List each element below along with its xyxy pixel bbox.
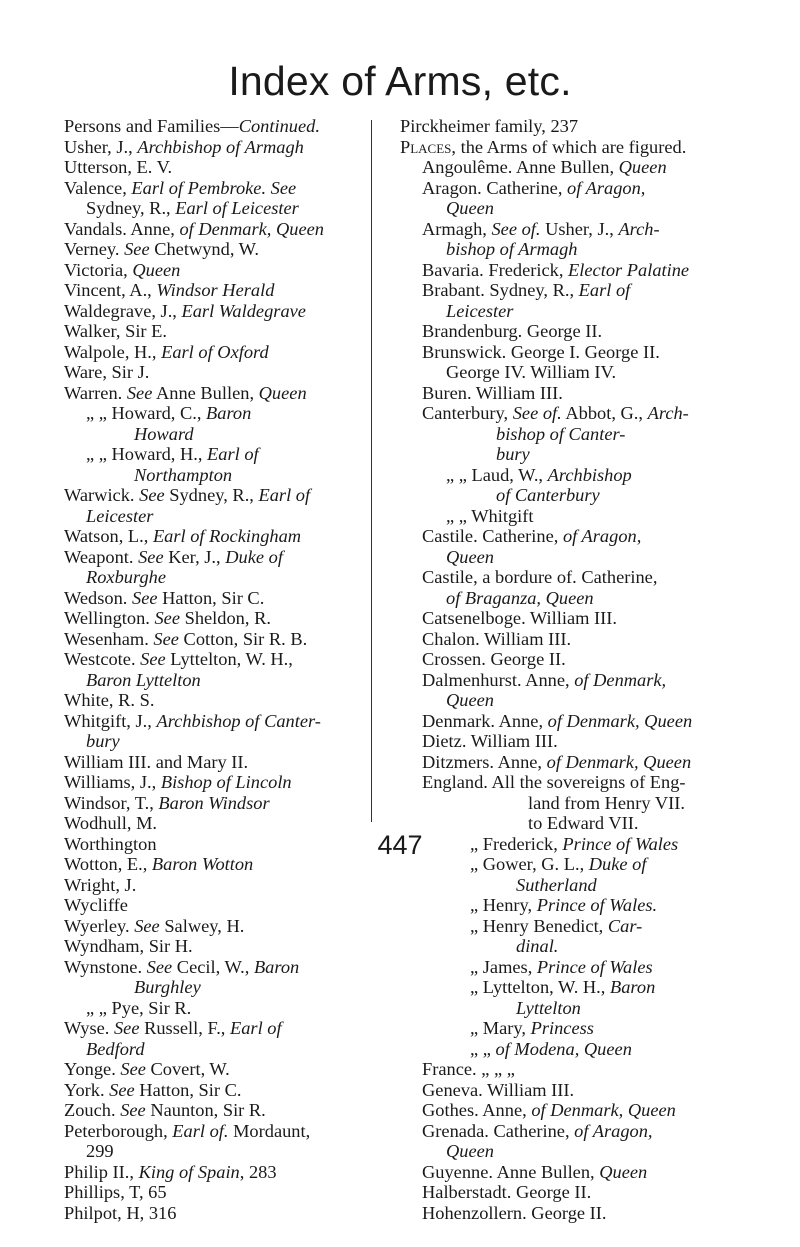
index-entry: Wodhull, M.	[64, 813, 158, 833]
index-entry: Vandals. Anne, of Denmark, Queen	[64, 218, 324, 239]
index-subentry: „ „ Laud, W., Archbishop	[446, 464, 632, 485]
index-entry-continuation: Queen	[446, 1141, 494, 1161]
index-subentry: „ „ Howard, C., Baron	[86, 403, 252, 423]
index-entry: Brandenburg. George II.	[422, 321, 603, 341]
index-entry: Geneva. William III.	[422, 1079, 575, 1100]
index-entry-continuation: Northampton	[134, 464, 233, 485]
index-entry: Castile, a bordure of. Catherine,	[422, 567, 658, 587]
index-subentry: „ Henry, Prince of Wales.	[470, 895, 658, 915]
index-entry: Waldegrave, J., Earl Waldegrave	[64, 300, 306, 321]
index-entry: Wyerley. See Salwey, H.	[64, 915, 245, 936]
index-subentry: „ „ Howard, H., Earl of	[86, 444, 259, 464]
index-subentry: „ Frederick, Prince of Wales	[470, 833, 679, 854]
index-entry: York. See Hatton, Sir C.	[64, 1079, 242, 1100]
index-entry-continuation: Sutherland	[516, 874, 597, 895]
index-column-left	[64, 116, 364, 1223]
index-entry-continuation: dinal.	[516, 936, 559, 956]
index-entry: Halberstadt. George II.	[422, 1182, 592, 1202]
index-entry: Yonge. See Covert, W.	[64, 1059, 230, 1079]
index-entry-continuation: bishop of Armagh	[446, 239, 578, 259]
index-entry-continuation: bury	[86, 731, 120, 751]
index-entry: France. „ „ „	[422, 1059, 515, 1079]
index-entry: Peterborough, Earl of. Mordaunt,	[64, 1120, 311, 1141]
index-entry-continuation: Leicester	[446, 300, 514, 321]
index-entry: Ware, Sir J.	[64, 362, 150, 382]
index-entry: Warren. See Anne Bullen, Queen	[64, 382, 307, 403]
column-divider	[371, 120, 372, 822]
index-entry: Worthington	[64, 833, 157, 854]
index-subentry: „ Lyttelton, W. H., Baron	[470, 977, 656, 997]
index-entry: Angoulême. Anne Bullen, Queen	[422, 157, 667, 177]
index-entry: Walpole, H., Earl of Oxford	[64, 341, 269, 362]
index-subentry: „ „ Pye, Sir R.	[86, 997, 192, 1018]
index-entry-continuation: Roxburghe	[86, 567, 167, 587]
index-entry: Pirckheimer family, 237	[400, 116, 579, 136]
index-entry-continuation: bury	[496, 444, 530, 464]
index-entry-continuation: Burghley	[134, 977, 201, 997]
index-entry: Whitgift, J., Archbishop of Canter-	[64, 710, 321, 731]
index-entry: Phillips, T, 65	[64, 1182, 167, 1202]
index-entry: Weapont. See Ker, J., Duke of	[64, 546, 283, 567]
index-entry: Buren. William III.	[422, 382, 563, 403]
index-entry: Wellington. See Sheldon, R.	[64, 608, 271, 628]
index-column-right	[400, 116, 736, 1223]
index-heading: Persons and Families—Continued.	[64, 116, 320, 136]
index-subentry: „ Gower, G. L., Duke of	[470, 854, 647, 874]
index-entry: Wyse. See Russell, F., Earl of	[64, 1018, 282, 1038]
index-entry-continuation: Leicester	[86, 505, 154, 526]
index-entry: Castile. Catherine, of Aragon,	[422, 526, 642, 546]
index-entry-continuation: to Edward VII.	[528, 813, 639, 833]
index-entry: White, R. S.	[64, 690, 155, 710]
index-entry-continuation: George IV. William IV.	[446, 362, 617, 382]
index-entry: Armagh, See of. Usher, J., Arch-	[422, 218, 660, 239]
index-entry: Philpot, H, 316	[64, 1202, 177, 1223]
index-heading: Places, the Arms of which are figured.	[400, 136, 687, 157]
index-entry: Canterbury, See of. Abbot, G., Arch-	[422, 403, 689, 423]
index-entry: Crossen. George II.	[422, 649, 566, 669]
index-entry: Aragon. Catherine, of Aragon,	[422, 177, 646, 198]
index-entry: Vincent, A., Windsor Herald	[64, 280, 275, 300]
index-entry-continuation: Howard	[134, 423, 194, 444]
index-entry: Utterson, E. V.	[64, 157, 173, 177]
index-entry: Wesenham. See Cotton, Sir R. B.	[64, 628, 308, 649]
index-entry: Gothes. Anne, of Denmark, Queen	[422, 1100, 676, 1120]
index-entry: Bavaria. Frederick, Elector Palatine	[422, 259, 690, 280]
index-entry: Wright, J.	[64, 874, 137, 895]
index-entry: Hohenzollern. George II.	[422, 1202, 607, 1223]
index-entry-continuation: Baron Lyttelton	[86, 669, 201, 690]
index-entry: Windsor, T., Baron Windsor	[64, 792, 270, 813]
index-entry: Grenada. Catherine, of Aragon,	[422, 1120, 653, 1141]
index-entry: Usher, J., Archbishop of Armagh	[64, 136, 304, 157]
index-subentry: „ Mary, Princess	[470, 1018, 594, 1038]
index-entry: Wotton, E., Baron Wotton	[64, 854, 254, 874]
index-subentry: „ Henry Benedict, Car-	[470, 915, 643, 936]
index-entry: Victoria, Queen	[64, 259, 181, 280]
index-entry: Wedson. See Hatton, Sir C.	[64, 587, 265, 608]
index-entry-continuation: Lyttelton	[516, 997, 581, 1018]
index-entry: Wycliffe	[64, 895, 128, 915]
index-entry: Brunswick. George I. George II.	[422, 341, 660, 362]
index-subentry: „ James, Prince of Wales	[470, 956, 653, 977]
index-entry-continuation: bishop of Canter-	[496, 423, 626, 444]
index-entry: Wyndham, Sir H.	[64, 936, 193, 956]
index-entry-continuation: Sydney, R., Earl of Leicester	[86, 198, 299, 218]
index-entry: Chalon. William III.	[422, 628, 572, 649]
index-entry: Philip II., King of Spain, 283	[64, 1161, 277, 1182]
index-entry: Brabant. Sydney, R., Earl of	[422, 280, 631, 300]
index-entry: Williams, J., Bishop of Lincoln	[64, 772, 292, 792]
index-entry: Wynstone. See Cecil, W., Baron	[64, 956, 300, 977]
index-entry: Watson, L., Earl of Rockingham	[64, 526, 302, 546]
index-entry: Warwick. See Sydney, R., Earl of	[64, 485, 311, 505]
index-entry-continuation: of Canterbury	[496, 485, 600, 505]
index-entry-continuation: land from Henry VII.	[528, 792, 685, 813]
index-entry: Guyenne. Anne Bullen, Queen	[422, 1161, 648, 1182]
index-entry: Dietz. William III.	[422, 731, 558, 751]
index-entry-continuation: Queen	[446, 546, 494, 567]
index-entry: Ditzmers. Anne, of Denmark, Queen	[422, 751, 692, 772]
index-entry: Zouch. See Naunton, Sir R.	[64, 1100, 266, 1120]
index-entry: William III. and Mary II.	[64, 751, 249, 772]
index-entry: Catsenelboge. William III.	[422, 608, 618, 628]
index-entry-continuation: Queen	[446, 690, 494, 710]
index-entry: Dalmenhurst. Anne, of Denmark,	[422, 669, 667, 690]
page-title: Index of Arms, etc.	[228, 58, 572, 104]
index-entry-continuation: Bedford	[86, 1038, 145, 1059]
index-entry: Valence, Earl of Pembroke. See	[64, 177, 297, 198]
index-entry: Verney. See Chetwynd, W.	[64, 239, 259, 259]
index-entry: Walker, Sir E.	[64, 321, 167, 341]
index-subentry: „ „ Whitgift	[446, 505, 534, 526]
index-subentry: „ „ of Modena, Queen	[470, 1038, 632, 1059]
index-entry: Westcote. See Lyttelton, W. H.,	[64, 649, 293, 669]
page-number: 447	[377, 830, 423, 860]
index-entry-continuation: of Braganza, Queen	[446, 587, 594, 608]
index-entry-continuation: 299	[86, 1141, 114, 1161]
index-entry: England. All the sovereigns of Eng-	[422, 772, 686, 792]
index-entry-continuation: Queen	[446, 198, 494, 218]
index-entry: Denmark. Anne, of Denmark, Queen	[422, 710, 693, 731]
